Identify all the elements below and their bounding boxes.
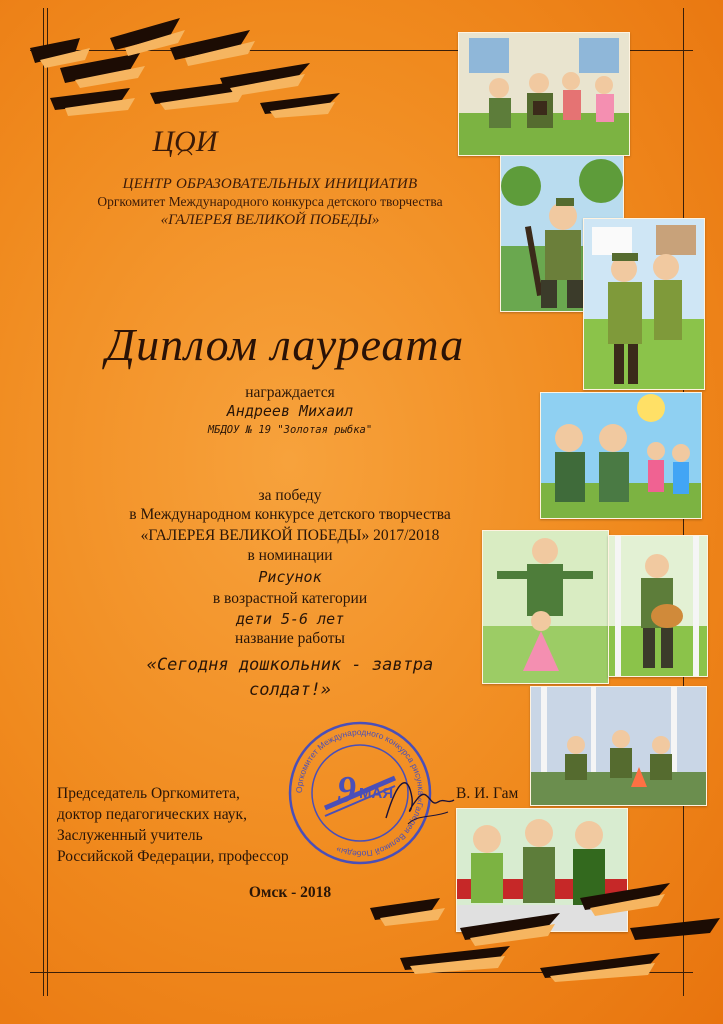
contest-line: в Международном конкурсе детского творчества: [129, 506, 451, 523]
city-year: Омск - 2018: [248, 884, 332, 901]
org-committee: Оргкомитет Международного конкурса детского творчества: [97, 194, 443, 209]
drawing-soldier-couple: [583, 218, 705, 390]
for-victory-label: за победу: [258, 487, 322, 504]
drawing-soldiers-by-campfire: [530, 686, 707, 806]
age-category: дети 5-6 лет: [235, 610, 345, 628]
drawing-soldier-and-girl: [482, 530, 609, 684]
recipient-name: Андреев Михаил: [226, 402, 354, 420]
chairman-honor: Заслуженный учитель: [57, 827, 203, 844]
signature-block: [57, 783, 289, 867]
chairman-title: Председатель Оргкомитета,: [57, 785, 240, 802]
work-label: название работы: [235, 630, 345, 647]
chairman-degree: доктор педагогических наук,: [57, 806, 247, 823]
contest-name: «ГАЛЕРЕЯ ВЕЛИКОЙ ПОБЕДЫ» 2017/2018: [140, 527, 440, 544]
frame-line-left-inner: [47, 8, 48, 996]
org-name: ЦЕНТР ОБРАЗОВАТЕЛЬНЫХ ИНИЦИАТИВ: [122, 176, 418, 192]
work-title-line1: «Сегодня дошкольник - завтра: [146, 655, 434, 675]
signer-name: В. И. Гам: [456, 785, 519, 802]
frame-line-left: [43, 8, 44, 996]
nomination-value: Рисунок: [258, 568, 322, 586]
drawing-veterans-and-children: [540, 392, 702, 519]
awarded-label: награждается: [245, 384, 335, 401]
stamp-number: 9: [337, 769, 356, 811]
stamp-ring-text: Оргкомитет Международного конкурса рисунка «Галерея Великой Победы»: [293, 726, 427, 860]
contest-title-header: «ГАЛЕРЕЯ ВЕЛИКОЙ ПОБЕДЫ»: [160, 212, 380, 228]
drawing-accordion-player: [458, 32, 630, 156]
drawing-soldier-with-guitar: [608, 535, 708, 677]
chairman-signature: [378, 768, 458, 830]
nomination-label: в номинации: [247, 547, 333, 564]
age-label: в возрастной категории: [212, 590, 368, 607]
chairman-rank: Российской Федерации, профессор: [57, 848, 289, 865]
ceo-logo: [130, 115, 240, 165]
logo-letters: ЦОИ: [152, 125, 218, 158]
institution: МБДОУ № 19 "Золотая рыбка": [207, 424, 373, 436]
diploma-title: Диплом лауреата: [105, 319, 465, 370]
work-title-line2: солдат!»: [249, 680, 331, 700]
stamp-center-text: МАЯ: [359, 785, 394, 802]
